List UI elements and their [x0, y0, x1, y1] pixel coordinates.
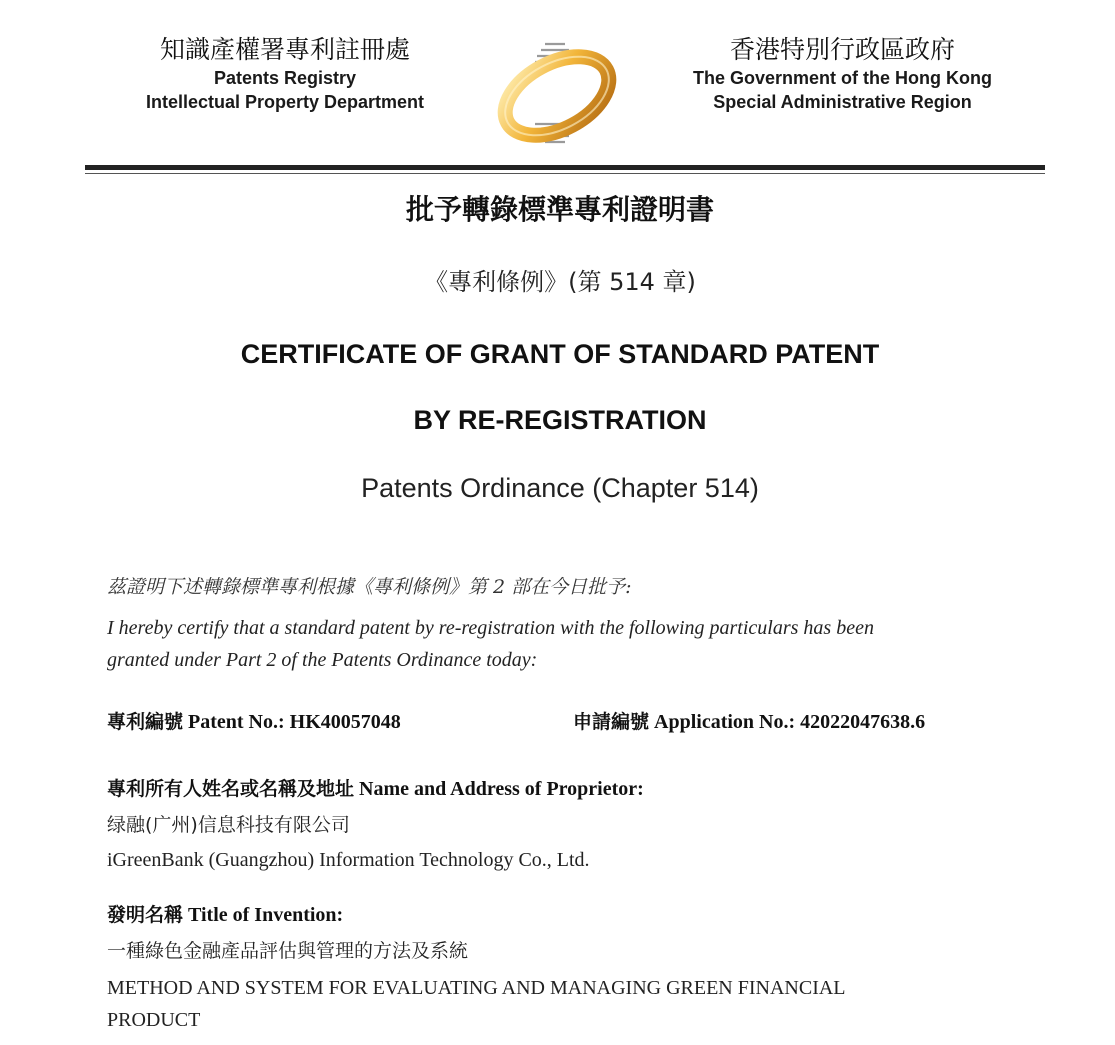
- registry-name-zh: 知識產權署專利註冊處: [159, 35, 410, 64]
- government-name-en-line2: Special Administrative Region: [713, 92, 972, 112]
- application-number-label-en: Application No.:: [654, 711, 796, 733]
- certificate-title-zh: 批予轉錄標準專利證明書: [405, 193, 714, 226]
- header-divider-thin: [85, 173, 1045, 174]
- patent-number-field: [107, 707, 401, 737]
- invention-title-label: [107, 900, 343, 930]
- invention-title-label-zh: 發明名稱: [107, 904, 184, 926]
- invention-title-en: [107, 972, 846, 1036]
- application-number-label-zh: 申請編號: [573, 711, 650, 733]
- government-name-zh: 香港特別行政區政府: [729, 35, 955, 64]
- invention-title-zh: 一種綠色金融產品評估與管理的方法及系統: [107, 940, 469, 962]
- ordinance-title-zh: 《專利條例》(第 514 章): [424, 268, 696, 296]
- header-divider-thick: [85, 165, 1045, 170]
- proprietor-label-en: Name and Address of Proprietor:: [359, 778, 644, 800]
- government-name-en-line1: The Government of the Hong Kong: [693, 68, 992, 88]
- invention-title-en-line2: PRODUCT: [107, 1009, 201, 1031]
- proprietor-label-zh: 專利所有人姓名或名稱及地址: [107, 778, 355, 800]
- golden-ring-emblem-icon: [490, 30, 625, 160]
- proprietor-name-en: iGreenBank (Guangzhou) Information Technology Co., Ltd.: [107, 849, 590, 871]
- application-number-field: [573, 707, 925, 737]
- invention-title-en-line1: METHOD AND SYSTEM FOR EVALUATING AND MANAGING GREEN FINANCIAL: [107, 977, 846, 999]
- ordinance-title-en: Patents Ordinance (Chapter 514): [361, 473, 759, 503]
- certification-statement-en-line1: I hereby certify that a standard patent by re-registration with the following particulars has been: [107, 617, 874, 639]
- certificate-title-en-line1: CERTIFICATE OF GRANT OF STANDARD PATENT: [240, 339, 880, 369]
- patent-number-label-zh: 專利編號: [107, 711, 184, 733]
- department-name-en: Intellectual Property Department: [145, 92, 425, 112]
- invention-title-label-en: Title of Invention:: [188, 904, 344, 926]
- certification-statement-en: [107, 612, 1007, 676]
- certificate-title-en-line2: BY RE-REGISTRATION: [413, 405, 707, 435]
- certification-statement-en-line2: granted under Part 2 of the Patents Ordinance today:: [107, 649, 538, 671]
- government-header: [655, 34, 1030, 114]
- registry-name-en: Patents Registry: [213, 68, 357, 88]
- application-number-value: 42022047638.6: [800, 711, 926, 733]
- patent-number-value: HK40057048: [289, 711, 401, 733]
- registry-header: [110, 34, 460, 114]
- proprietor-label: [107, 774, 644, 804]
- certification-statement-zh: 茲證明下述轉錄標準專利根據《專利條例》第 2 部在今日批予:: [107, 576, 632, 598]
- proprietor-name-zh: 绿融(广州)信息科技有限公司: [107, 814, 350, 836]
- patent-number-label-en: Patent No.:: [188, 711, 285, 733]
